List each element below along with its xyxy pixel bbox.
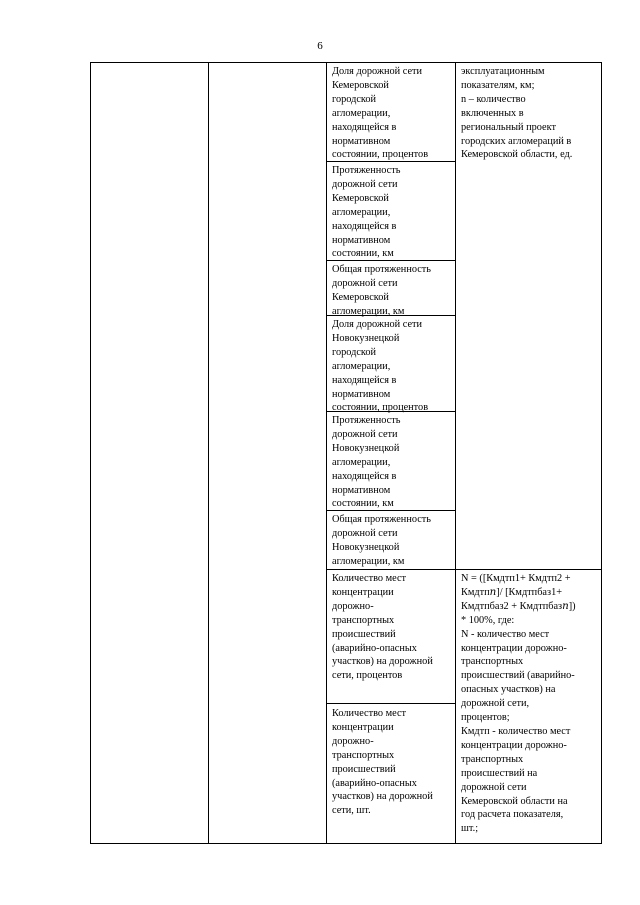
method-cell: эксплуатационным показателям, км; n – количество включенных в региональный проект городских агломераций в Кемеровской области, ед. xyxy=(461,66,573,161)
table-border-left xyxy=(90,62,91,844)
indicator-cell: Доля дорожной сети Кемеровской городской агломерации, находящейся в нормативном состоянии, процентов xyxy=(332,66,429,161)
column-divider-1 xyxy=(208,62,209,844)
row-divider-7 xyxy=(326,703,456,704)
indicator-cell: Общая протяженность дорожной сети Кемеровской агломерации, км xyxy=(332,264,431,317)
column-divider-3 xyxy=(455,62,456,844)
column-divider-2 xyxy=(326,62,327,844)
table-border-top xyxy=(90,62,602,63)
indicator-cell: Количество мест концентрации дорожно- транспортных происшествий (аварийно-опасных участков) на дорожной сети, процентов xyxy=(332,573,433,682)
indicator-cell: Количество мест концентрации дорожно- транспортных происшествий (аварийно-опасных участков) на дорожной сети, шт. xyxy=(332,708,433,817)
indicator-cell: Общая протяженность дорожной сети Новокузнецкой агломерации, км xyxy=(332,514,431,567)
indicator-cell: Протяженность дорожной сети Новокузнецкой агломерации, находящейся в нормативном состоянии, км xyxy=(332,415,401,510)
indicator-cell: Протяженность дорожной сети Кемеровской агломерации, находящейся в нормативном состоянии, км xyxy=(332,165,401,260)
table-border-right xyxy=(601,62,602,844)
table-border-bottom xyxy=(90,843,602,844)
method-cell: N = ([Кмдтп1+ Кмдтп2 + Кмдтп𝑛]/ [Кмдтпбаз1+ Кмдтпбаз2 + Кмдтпбаз𝑛]) * 100%, где: N - количество мест концентрации дорожно- транспортных происшествий (аварийно- опасных участков) на дорожной сети, процентов; Кмдтп - количество мест концентрации дорожно- транспортных происшествий на дорожной сети Кемеровской области на год расчета показателя, шт.; xyxy=(461,573,576,835)
row-divider-6 xyxy=(326,569,602,570)
page-number: 6 xyxy=(317,40,323,52)
indicator-cell: Доля дорожной сети Новокузнецкой городской агломерации, находящейся в нормативном состоянии, процентов xyxy=(332,319,429,414)
indicators-table xyxy=(90,62,602,844)
